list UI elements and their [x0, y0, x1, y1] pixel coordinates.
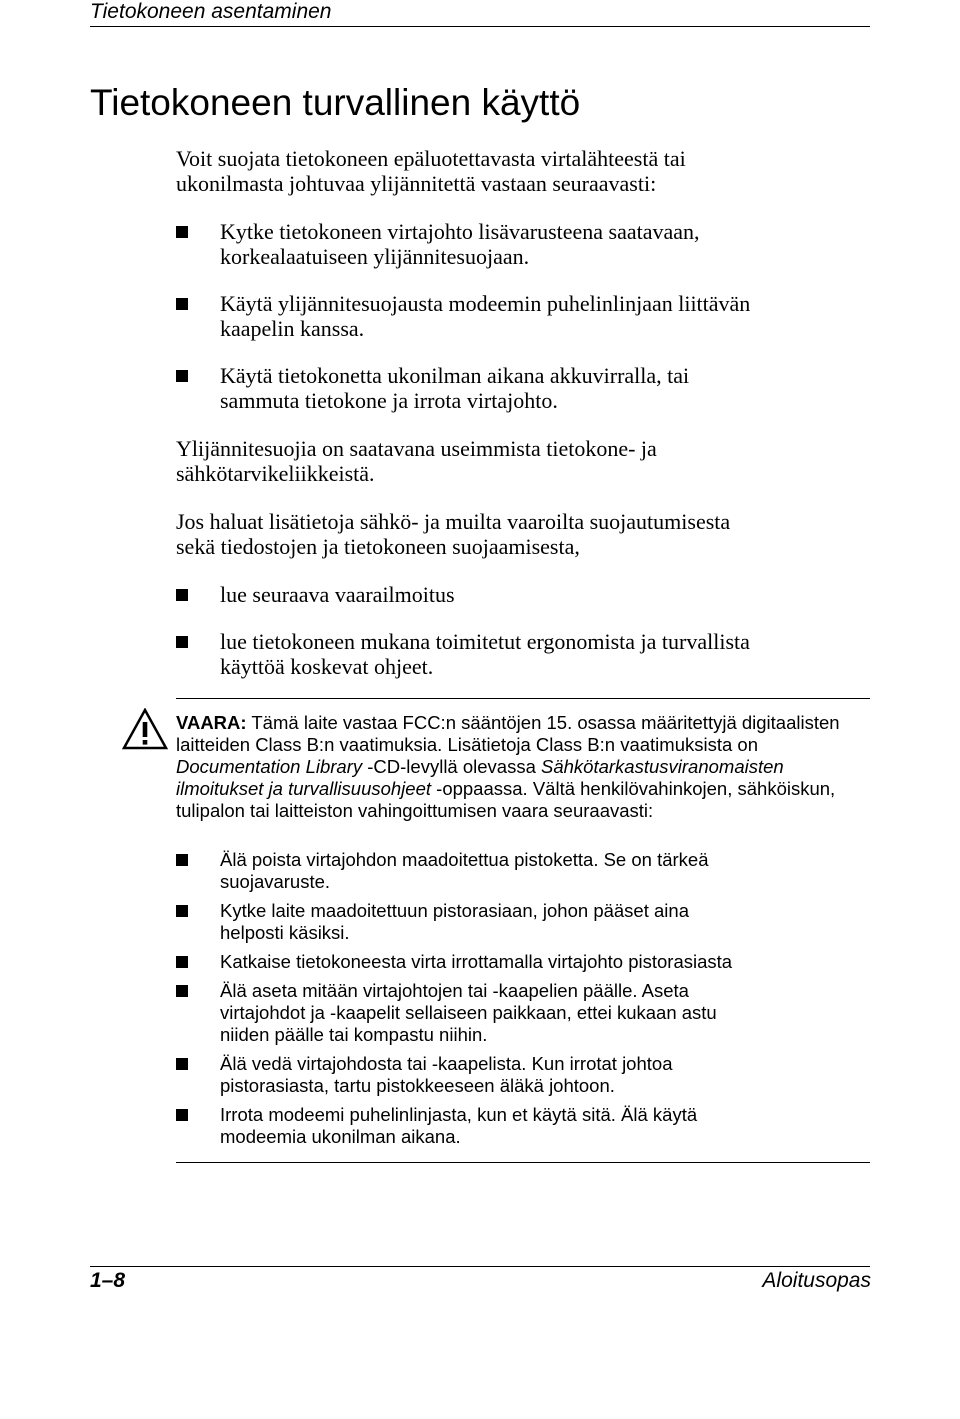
intro-paragraph	[176, 146, 876, 196]
warning-list	[176, 849, 871, 1155]
bullet-square-icon	[176, 854, 188, 866]
warning-triangle-icon	[122, 708, 168, 750]
footer-rule	[90, 1266, 870, 1267]
warning-label: VAARA:	[176, 712, 247, 733]
bullet-square-icon	[176, 370, 188, 382]
page-number: 1–8	[90, 1269, 126, 1292]
list-item: lue tietokoneen mukana toimitetut ergonomista ja turvallista käyttöä koskevat ohjeet.	[176, 629, 876, 679]
bullet-square-icon	[176, 589, 188, 601]
bullet-square-icon	[176, 905, 188, 917]
bullet-square-icon	[176, 1109, 188, 1121]
list-item: Kytke tietokoneen virtajohto lisävarusteena saatavaan, korkealaatuiseen ylijännitesuojaan.	[176, 219, 876, 269]
running-header: Tietokoneen asentaminen	[90, 0, 332, 23]
list-item: lue seuraava vaarailmoitus	[176, 582, 876, 607]
list-item: Irrota modeemi puhelinlinjasta, kun et käytä sitä. Älä käytä modeemia ukonilman aikana.	[176, 1104, 871, 1148]
intro-line-1: Voit suojata tietokoneen epäluotettavasta virtalähteestä tai	[176, 146, 686, 171]
list-item: Katkaise tietokoneesta virta irrottamalla virtajohto pistorasiasta	[176, 951, 871, 973]
bullet-square-icon	[176, 956, 188, 968]
page-title: Tietokoneen turvallinen käyttö	[90, 82, 581, 123]
intro-line-2: ukonilmasta johtuvaa ylijännitettä vastaan seuraavasti:	[176, 171, 657, 196]
safety-guide-title: Sähkötarkastusviranomaisten ilmoitukset ja turvallisuusohjeet	[176, 756, 784, 799]
warning-paragraph: VAARA: Tämä laite vastaa FCC:n sääntöjen 15. osassa määritettyjä digitaalisten laitteiden Class B:n vaatimuksia. Lisätietoja Class B:n vaatimuksista on Documentation Library -CD-levyllä olevassa Sähkötarkastusviranomaisten ilmoitukset ja turvallisuusohjeet -oppaassa. Vältä henkilövahinkojen, sähköiskun, tulipalon tai laitteiston vahingoittumisen vaara seuraavasti:	[176, 712, 840, 821]
bullet-square-icon	[176, 226, 188, 238]
list-item: Käytä tietokonetta ukonilman aikana akkuvirralla, tai sammuta tietokone ja irrota virtajohto.	[176, 363, 876, 413]
list-item: Älä vedä virtajohdosta tai -kaapelista. Kun irrotat johtoa pistorasiasta, tartu pistokkeeseen äläkä johtoon.	[176, 1053, 871, 1097]
bullet-square-icon	[176, 985, 188, 997]
bullet-square-icon	[176, 1058, 188, 1070]
documentation-library-title: Documentation Library	[176, 756, 363, 777]
list-item: Älä poista virtajohdon maadoitettua pistoketta. Se on tärkeä suojavaruste.	[176, 849, 871, 893]
list-item: Käytä ylijännitesuojausta modeemin puhelinlinjaan liittävän kaapelin kanssa.	[176, 291, 876, 341]
warning-top-rule	[176, 698, 870, 699]
list-item: Älä aseta mitään virtajohtojen tai -kaapelien päälle. Aseta virtajohdot ja -kaapelit sellaiseen paikkaan, ettei kukaan astu niiden päälle tai kompastu niihin.	[176, 980, 871, 1046]
warning-bottom-rule	[176, 1162, 870, 1163]
surge-note-paragraph: Ylijännitesuojia on saatavana useimmista tietokone- ja sähkötarvikeliikkeistä.	[176, 436, 657, 486]
info-list	[176, 582, 876, 701]
bullet-square-icon	[176, 298, 188, 310]
header-rule	[90, 26, 870, 27]
book-title: Aloitusopas	[762, 1269, 871, 1292]
bullet-square-icon	[176, 636, 188, 648]
protection-list	[176, 219, 876, 435]
more-info-paragraph: Jos haluat lisätietoja sähkö- ja muilta vaaroilta suojautumisesta sekä tiedostojen ja tietokoneen suojaamisesta,	[176, 509, 731, 559]
list-item: Kytke laite maadoitettuun pistorasiaan, johon pääset aina helposti käsiksi.	[176, 900, 871, 944]
